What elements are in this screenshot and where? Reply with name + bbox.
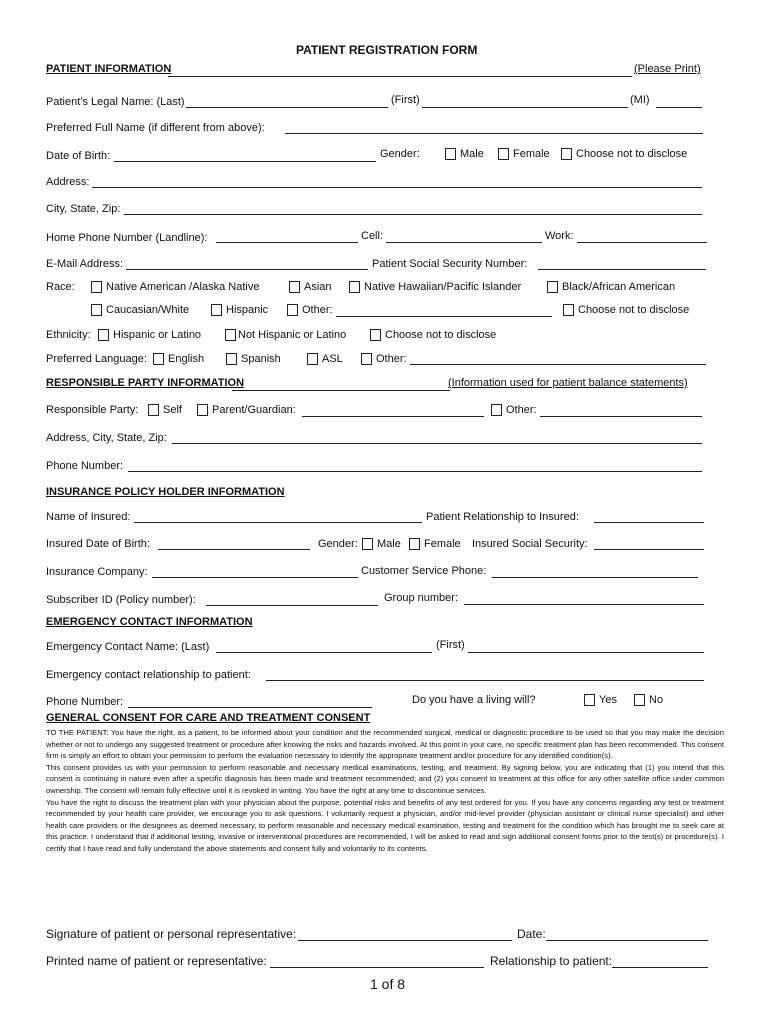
form-title: PATIENT REGISTRATION FORM (296, 43, 478, 57)
race-hawaiian-checkbox[interactable] (349, 281, 360, 293)
representative-relationship-field[interactable] (612, 967, 708, 968)
race-black-checkbox[interactable] (547, 281, 558, 293)
race-nodisclose-checkbox[interactable] (563, 304, 574, 316)
eth-not-hispanic-checkbox[interactable] (225, 329, 236, 341)
city-state-zip-field[interactable] (124, 214, 702, 215)
section-underline (168, 76, 632, 77)
group-number-label: Group number: (384, 592, 458, 604)
printed-name-field[interactable] (270, 967, 484, 968)
gender-male-checkbox[interactable] (445, 148, 456, 160)
responsible-parent-checkbox[interactable] (197, 404, 208, 416)
please-print-note: (Please Print) (634, 63, 701, 75)
home-phone-label: Home Phone Number (Landline): (46, 232, 208, 244)
city-state-zip-label: City, State, Zip: (46, 203, 121, 215)
gender-nodisclose-checkbox[interactable] (561, 148, 572, 160)
signature-date-field[interactable] (546, 940, 708, 941)
home-phone-field[interactable] (216, 242, 358, 243)
preferred-name-field[interactable] (285, 133, 703, 134)
email-field[interactable] (126, 269, 368, 270)
section-insurance: INSURANCE POLICY HOLDER INFORMATION (46, 486, 285, 498)
insured-ssn-label: Insured Social Security: (472, 538, 588, 550)
insurance-company-label: Insurance Company: (46, 566, 148, 578)
mi-label: (MI) (630, 94, 650, 106)
section-responsible-party: RESPONSIBLE PARTY INFORMATION (46, 377, 245, 389)
emergency-first-label: (First) (436, 639, 465, 651)
emergency-first-field[interactable] (468, 652, 704, 653)
insured-dob-field[interactable] (158, 549, 310, 550)
subscriber-id-field[interactable] (206, 605, 378, 606)
race-other-checkbox[interactable] (287, 304, 298, 316)
responsible-self-label: Self (163, 404, 182, 416)
insured-dob-label: Insured Date of Birth: (46, 538, 150, 550)
section-consent: GENERAL CONSENT FOR CARE AND TREATMENT CONSENT (46, 712, 371, 724)
email-label: E-Mail Address: (46, 258, 124, 270)
responsible-self-checkbox[interactable] (148, 404, 159, 416)
gender-male-label: Male (460, 148, 484, 160)
last-name-field[interactable] (186, 107, 388, 108)
emergency-name-label: Emergency Contact Name: (Last) (46, 641, 210, 653)
cs-phone-label: Customer Service Phone: (361, 565, 487, 577)
cs-phone-field[interactable] (492, 577, 698, 578)
lang-asl-checkbox[interactable] (307, 353, 318, 365)
race-asian-checkbox[interactable] (289, 281, 300, 293)
cell-label: Cell: (361, 230, 384, 242)
responsible-note: (Information used for patient balance statements) (448, 377, 688, 389)
subscriber-id-label: Subscriber ID (Policy number): (46, 594, 196, 606)
race-hawaiian-label: Native Hawaiian/Pacific Islander (364, 281, 522, 293)
work-field[interactable] (577, 242, 707, 243)
responsible-other-checkbox[interactable] (491, 404, 502, 416)
consent-paragraph: TO THE PATIENT: You have the right, as a patient, to be informed about your condition and the recommended surgical, medical or diagnostic procedure to be used so that you may make the decision whether or not to undergo any suggested treatment or procedure after knowing the risks and hazards involved. At this point in your care, no specific treatment plan has been recommended. This consent firm is simply an effort to obtain your permission to perform the evaluation necessary to identify the appropriate treatment and/or procedure for any identified condition(s). (46, 728, 724, 761)
dob-field[interactable] (114, 161, 376, 162)
consent-paragraph: This consent provides us with your permission to perform reasonable and necessary medical examinations, testing, and treatment. By signing below, you are indicating that (1) you intend that this consent is continuing in nature even after a specific diagnosis has been made and treatment recommended; and (2) you consent to treatment at this office for any other satellite office under common ownership. The consent will remain fully effective until it is revoked in writing. You have the right at any time to discontinue services. (46, 762, 724, 795)
signature-field[interactable] (298, 940, 512, 941)
section-emergency: EMERGENCY CONTACT INFORMATION (46, 616, 253, 628)
lang-asl-label: ASL (322, 353, 343, 365)
lang-other-checkbox[interactable] (361, 353, 372, 365)
eth-not-hispanic-label: Not Hispanic or Latino (238, 329, 347, 341)
insured-female-label: Female (424, 538, 461, 550)
insured-name-label: Name of Insured: (46, 511, 131, 523)
eth-nodisclose-checkbox[interactable] (370, 329, 381, 341)
mi-field[interactable] (656, 107, 702, 108)
living-will-yes-checkbox[interactable] (584, 694, 595, 706)
race-hispanic-checkbox[interactable] (211, 304, 222, 316)
responsible-address-label: Address, City, State, Zip: (46, 432, 167, 444)
ethnicity-label: Ethnicity: (46, 329, 91, 341)
living-will-no-checkbox[interactable] (634, 694, 645, 706)
signature-date-label: Date: (517, 927, 546, 941)
race-asian-label: Asian (304, 281, 332, 293)
living-will-label: Do you have a living will? (412, 694, 536, 706)
ssn-label: Patient Social Security Number: (372, 258, 528, 270)
lang-english-label: English (168, 353, 205, 365)
race-caucasian-label: Caucasian/White (106, 304, 190, 316)
printed-name-label: Printed name of patient or representative: (46, 954, 267, 968)
insurance-company-field[interactable] (152, 577, 358, 578)
dob-label: Date of Birth: (46, 150, 111, 162)
race-other-label: Other: (302, 304, 333, 316)
responsible-other-label: Other: (506, 404, 537, 416)
gender-female-label: Female (513, 148, 550, 160)
ssn-field[interactable] (538, 269, 706, 270)
address-label: Address: (46, 176, 90, 188)
preferred-name-label: Preferred Full Name (if different from above): (46, 122, 265, 134)
insured-ssn-field[interactable] (594, 549, 704, 550)
work-label: Work: (545, 230, 574, 242)
responsible-address-field[interactable] (172, 443, 702, 444)
insured-relationship-label: Patient Relationship to Insured: (426, 511, 579, 523)
gender-female-checkbox[interactable] (498, 148, 509, 160)
insured-female-checkbox[interactable] (409, 538, 420, 550)
emergency-relationship-field[interactable] (266, 680, 704, 681)
first-name-field[interactable] (422, 107, 628, 108)
section-underline (232, 390, 450, 391)
race-nodisclose-label: Choose not to disclose (578, 304, 690, 316)
responsible-party-label: Responsible Party: (46, 404, 139, 416)
race-label: Race: (46, 281, 75, 293)
gender-nodisclose-label: Choose not to disclose (576, 148, 688, 160)
insured-male-checkbox[interactable] (362, 538, 373, 550)
eth-hispanic-checkbox[interactable] (98, 329, 109, 341)
lang-english-checkbox[interactable] (153, 353, 164, 365)
living-will-yes-label: Yes (599, 694, 617, 706)
responsible-parent-label: Parent/Guardian: (212, 404, 296, 416)
emergency-phone-label: Phone Number: (46, 696, 124, 708)
eth-nodisclose-label: Choose not to disclose (385, 329, 497, 341)
address-field[interactable] (92, 187, 702, 188)
insured-male-label: Male (377, 538, 401, 550)
consent-paragraph: You have the right to discuss the treatment plan with your physician about the purpose, potential risks and benefits of any test ordered for you. If you have any concerns regarding any test or treatment recommended by your health care provider, we encourage you to ask questions. I voluntarily request a physician, and/or mid-level provider (physician assistant or clinical nurse specialist) and other health care providers or the designees as deemed necessary, to perform reasonable and necessary medical examination, testing and treatment for the condition which has brought me to seek care at this practice. I understand that if additional testing, invasive or interventional procedures are recommended, I will be asked to read and sign additional consent forms prior to the test(s) or procedure(s). I certify that I have read and fully understand the above statements and consent fully and voluntarily to its contents. (46, 797, 724, 853)
language-label: Preferred Language: (46, 353, 147, 365)
eth-hispanic-label: Hispanic or Latino (113, 329, 202, 341)
race-native-american-label: Native American /Alaska Native (106, 281, 260, 293)
consent-text (46, 727, 724, 855)
lang-other-label: Other: (376, 353, 407, 365)
race-black-label: Black/African American (562, 281, 676, 293)
lang-spanish-label: Spanish (241, 353, 281, 365)
emergency-phone-field[interactable] (128, 707, 372, 708)
responsible-other-field[interactable] (540, 416, 702, 417)
insured-name-field[interactable] (134, 522, 422, 523)
section-patient-information: PATIENT INFORMATION (46, 63, 172, 75)
race-hispanic-label: Hispanic (226, 304, 269, 316)
cell-field[interactable] (386, 242, 542, 243)
emergency-relationship-label: Emergency contact relationship to patient: (46, 669, 251, 681)
page-number: 1 of 8 (370, 976, 406, 992)
insured-gender-label: Gender: (318, 538, 358, 550)
living-will-no-label: No (649, 694, 664, 706)
representative-relationship-label: Relationship to patient: (490, 954, 613, 968)
parent-guardian-field[interactable] (302, 416, 484, 417)
gender-label: Gender: (380, 148, 420, 160)
responsible-phone-label: Phone Number: (46, 460, 124, 472)
group-number-field[interactable] (464, 604, 704, 605)
race-native-american-checkbox[interactable] (91, 281, 102, 293)
race-other-field[interactable] (336, 316, 552, 317)
first-name-label: (First) (391, 94, 420, 106)
lang-other-field[interactable] (410, 364, 706, 365)
lang-spanish-checkbox[interactable] (226, 353, 237, 365)
legal-name-label: Patient’s Legal Name: (Last) (46, 96, 185, 108)
signature-label: Signature of patient or personal representative: (46, 927, 297, 941)
responsible-phone-field[interactable] (128, 471, 702, 472)
insured-relationship-field[interactable] (594, 522, 704, 523)
race-caucasian-checkbox[interactable] (91, 304, 102, 316)
emergency-last-field[interactable] (216, 652, 432, 653)
